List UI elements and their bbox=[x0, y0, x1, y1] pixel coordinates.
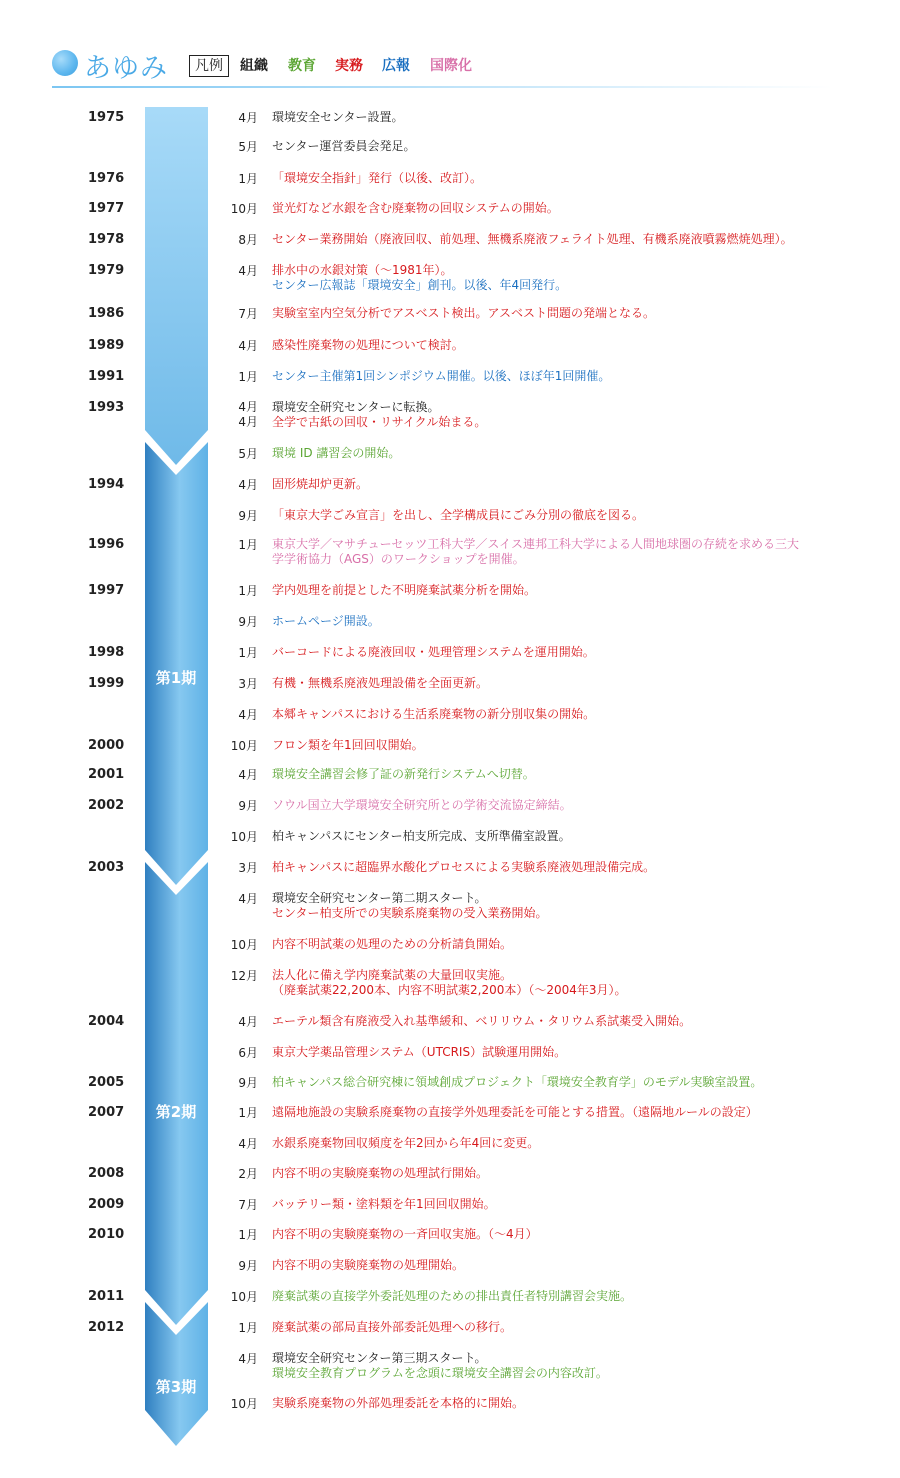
event-text bbox=[272, 767, 852, 782]
event-month: 9月 bbox=[238, 799, 258, 813]
event-text-line: 内容不明の実験廃棄物の処理開始。 bbox=[272, 1258, 465, 1272]
event-month: 7月 bbox=[238, 1198, 258, 1212]
event-text-line: 東京大学薬品管理システム（UTCRIS）試験運用開始。 bbox=[272, 1045, 567, 1059]
event-month: 4月 bbox=[238, 264, 258, 278]
event-text-line: 水銀系廃棄物回収頻度を年2回から年4回に変更。 bbox=[272, 1136, 540, 1150]
event-text-line: 蛍光灯など水銀を含む廃棄物の回収システムの開始。 bbox=[272, 201, 559, 215]
event-year: 2005 bbox=[88, 1075, 125, 1090]
period-label-2: 第2期 bbox=[155, 1103, 197, 1121]
event-year: 1975 bbox=[88, 110, 125, 125]
page-title: あゆみ bbox=[84, 53, 168, 84]
legend-label: 凡例 bbox=[189, 55, 229, 77]
event-text bbox=[272, 1136, 852, 1151]
event-text bbox=[272, 1351, 852, 1381]
event-text-line: センター運営委員会発足。 bbox=[272, 139, 416, 153]
event-text bbox=[272, 1075, 852, 1090]
event-text-line: センター広報誌「環境安全」創刊。以後、年4回発行。 bbox=[272, 278, 568, 292]
event-text bbox=[272, 1396, 852, 1411]
event-text-line: 廃棄試薬の部局直接外部委託処理への移行。 bbox=[272, 1320, 513, 1334]
event-year: 1996 bbox=[88, 537, 125, 552]
event-year: 1989 bbox=[88, 338, 125, 353]
event-month: 1月 bbox=[238, 646, 258, 660]
event-year: 1986 bbox=[88, 306, 125, 321]
event-month: 4月 bbox=[238, 1015, 258, 1029]
event-text bbox=[272, 1227, 852, 1242]
event-text bbox=[272, 937, 852, 952]
event-year: 1993 bbox=[88, 400, 125, 415]
event-year: 1979 bbox=[88, 263, 125, 278]
event-month: 9月 bbox=[238, 1076, 258, 1090]
event-text-line: 法人化に備え学内廃棄試薬の大量回収実施。 （廃棄試薬22,200本、内容不明試薬2,200本）（〜2004年3月）。 bbox=[272, 968, 627, 997]
event-text-line: ソウル国立大学環境安全研究所との学術交流協定締結。 bbox=[272, 798, 572, 812]
event-month: 9月 bbox=[238, 509, 258, 523]
event-text-line: 廃棄試薬の直接学外委託処理のための排出責任者特別講習会実施。 bbox=[272, 1289, 633, 1303]
event-text-line: 環境安全研究センターに転換。 bbox=[272, 400, 440, 414]
event-text bbox=[272, 645, 852, 660]
event-text bbox=[272, 369, 852, 384]
event-text bbox=[272, 1258, 852, 1273]
event-month: 1月 bbox=[238, 172, 258, 186]
event-text bbox=[272, 306, 852, 321]
event-text-line: 本郷キャンパスにおける生活系廃棄物の新分別収集の開始。 bbox=[272, 707, 596, 721]
event-text bbox=[272, 508, 852, 523]
event-text bbox=[272, 338, 852, 353]
event-text bbox=[272, 201, 852, 216]
event-text bbox=[272, 400, 852, 430]
event-text bbox=[272, 860, 852, 875]
event-year: 2002 bbox=[88, 798, 125, 813]
event-month: 1月 bbox=[238, 1228, 258, 1242]
event-year: 1998 bbox=[88, 645, 125, 660]
event-text bbox=[272, 232, 852, 247]
event-text-line: 排水中の水銀対策（〜1981年）。 bbox=[272, 263, 453, 277]
event-month: 10月 bbox=[230, 938, 258, 952]
event-month: 1月 bbox=[238, 538, 258, 552]
event-month: 4月 bbox=[238, 708, 258, 722]
event-month: 10月 bbox=[230, 1397, 258, 1411]
event-month: 10月 bbox=[230, 1290, 258, 1304]
event-year: 2001 bbox=[88, 767, 125, 782]
event-month: 5月 bbox=[238, 140, 258, 154]
event-text-line: 柏キャンパスに超臨界水酸化プロセスによる実験系廃液処理設備完成。 bbox=[272, 860, 656, 874]
legend-international: 国際化 bbox=[430, 58, 472, 74]
event-text bbox=[272, 1166, 852, 1181]
event-year: 2010 bbox=[88, 1227, 125, 1242]
event-text-line: 実験室室内空気分析でアスベスト検出。アスベスト問題の発端となる。 bbox=[272, 306, 656, 320]
event-text bbox=[272, 1014, 852, 1029]
event-text-line: バーコードによる廃液回収・処理管理システムを運用開始。 bbox=[272, 645, 595, 659]
event-month: 9月 bbox=[238, 1259, 258, 1273]
event-text-line: 環境安全研究センター第二期スタート。 bbox=[272, 891, 487, 905]
event-month: 4月 bbox=[238, 768, 258, 782]
event-text bbox=[272, 798, 852, 813]
event-text-line: センター主催第1回シンポジウム開催。以後、ほぼ年1回開催。 bbox=[272, 369, 611, 383]
event-text bbox=[272, 1289, 852, 1304]
event-year: 1976 bbox=[88, 171, 125, 186]
event-month: 4月 bbox=[238, 892, 258, 906]
event-text bbox=[272, 1197, 852, 1212]
event-text bbox=[272, 110, 852, 125]
event-text-line: エーテル類含有廃液受入れ基準緩和、ベリリウム・タリウム系試薬受入開始。 bbox=[272, 1014, 692, 1028]
event-year: 1999 bbox=[88, 676, 125, 691]
event-year: 2000 bbox=[88, 738, 125, 753]
event-month: 1月 bbox=[238, 584, 258, 598]
event-text bbox=[272, 583, 852, 598]
event-month: 6月 bbox=[238, 1046, 258, 1060]
event-text bbox=[272, 707, 852, 722]
event-text-line: 柏キャンパスにセンター柏支所完成、支所準備室設置。 bbox=[272, 829, 571, 843]
event-text-line: 環境安全研究センター第三期スタート。 bbox=[272, 1351, 487, 1365]
event-year: 1991 bbox=[88, 369, 125, 384]
event-text bbox=[272, 829, 852, 844]
legend-operations: 実務 bbox=[335, 58, 363, 74]
event-month: 10月 bbox=[230, 202, 258, 216]
period-label-3: 第3期 bbox=[155, 1378, 197, 1396]
event-month: 12月 bbox=[230, 969, 258, 983]
event-text-line: 環境安全センター設置。 bbox=[272, 110, 404, 124]
event-month: 4月 bbox=[238, 478, 258, 492]
event-text-line: 環境 ID 講習会の開始。 bbox=[272, 446, 401, 460]
event-month: 4月 4月 bbox=[238, 400, 258, 429]
event-year: 1997 bbox=[88, 583, 125, 598]
period-label-1: 第1期 bbox=[155, 669, 197, 687]
event-year: 2012 bbox=[88, 1320, 125, 1335]
event-month: 8月 bbox=[238, 233, 258, 247]
event-month: 3月 bbox=[238, 861, 258, 875]
event-month: 9月 bbox=[238, 615, 258, 629]
event-month: 4月 bbox=[238, 339, 258, 353]
event-text-line: 実験系廃棄物の外部処理委託を本格的に開始。 bbox=[272, 1396, 525, 1410]
event-text bbox=[272, 263, 852, 293]
event-year: 2009 bbox=[88, 1197, 125, 1212]
event-month: 1月 bbox=[238, 1106, 258, 1120]
event-text-line: センター業務開始（廃液回収、前処理、無機系廃液フェライト処理、有機系廃液噴霧燃焼処理）。 bbox=[272, 232, 793, 246]
event-month: 1月 bbox=[238, 370, 258, 384]
event-text-line: ホームページ開設。 bbox=[272, 614, 380, 628]
event-month: 4月 bbox=[238, 111, 258, 125]
event-month: 4月 bbox=[238, 1352, 258, 1366]
event-text-line: 環境安全教育プログラムを念頭に環境安全講習会の内容改訂。 bbox=[272, 1366, 608, 1380]
event-month: 4月 bbox=[238, 1137, 258, 1151]
event-text bbox=[272, 614, 852, 629]
event-year: 2011 bbox=[88, 1289, 125, 1304]
event-text-line: 学内処理を前提とした不明廃棄試薬分析を開始。 bbox=[272, 583, 537, 597]
event-text bbox=[272, 477, 852, 492]
event-month: 2月 bbox=[238, 1167, 258, 1181]
event-text-line: 感染性廃棄物の処理について検討。 bbox=[272, 338, 464, 352]
event-text bbox=[272, 139, 852, 154]
event-year: 1977 bbox=[88, 201, 125, 216]
event-year: 1994 bbox=[88, 477, 125, 492]
event-month: 5月 bbox=[238, 447, 258, 461]
event-text-line: 遠隔地施設の実験系廃棄物の直接学外処理委託を可能とする措置。（遠隔地ルールの設定） bbox=[272, 1105, 758, 1119]
event-text-line: バッテリー類・塗料類を年1回回収開始。 bbox=[272, 1197, 496, 1211]
event-text bbox=[272, 968, 852, 998]
event-text bbox=[272, 446, 852, 461]
event-text-line: フロン類を年1回回収開始。 bbox=[272, 738, 424, 752]
event-year: 2004 bbox=[88, 1014, 125, 1029]
event-year: 2008 bbox=[88, 1166, 125, 1181]
event-text-line: 環境安全講習会修了証の新発行システムへ切替。 bbox=[272, 767, 535, 781]
legend-pr: 広報 bbox=[382, 58, 410, 74]
event-text-line: 全学で古紙の回収・リサイクル始まる。 bbox=[272, 415, 487, 429]
event-text bbox=[272, 171, 852, 186]
event-text-line: センター柏支所での実験系廃棄物の受入業務開始。 bbox=[272, 906, 548, 920]
event-text-line: 「環境安全指針」発行（以後、改訂）。 bbox=[272, 171, 483, 185]
event-text bbox=[272, 1045, 852, 1060]
event-text bbox=[272, 1320, 852, 1335]
event-text bbox=[272, 1105, 852, 1120]
legend-education: 教育 bbox=[288, 58, 316, 74]
legend-org: 組織 bbox=[240, 58, 268, 74]
event-year: 1978 bbox=[88, 232, 125, 247]
event-text bbox=[272, 738, 852, 753]
event-month: 3月 bbox=[238, 677, 258, 691]
event-text-line: 固形焼却炉更新。 bbox=[272, 477, 369, 491]
event-month: 10月 bbox=[230, 830, 258, 844]
event-text-line: 内容不明の実験廃棄物の一斉回収実施。（〜4月） bbox=[272, 1227, 538, 1241]
event-year: 2007 bbox=[88, 1105, 125, 1120]
event-month: 7月 bbox=[238, 307, 258, 321]
event-text-line: 「東京大学ごみ宣言」を出し、全学構成員にごみ分別の徹底を図る。 bbox=[272, 508, 645, 522]
event-text-line: 柏キャンパス総合研究棟に領域創成プロジェクト「環境安全教育学」のモデル実験室設置。 bbox=[272, 1075, 763, 1089]
event-month: 10月 bbox=[230, 739, 258, 753]
event-month: 1月 bbox=[238, 1321, 258, 1335]
event-text bbox=[272, 676, 852, 691]
event-text bbox=[272, 537, 852, 567]
event-text-line: 内容不明の実験廃棄物の処理試行開始。 bbox=[272, 1166, 489, 1180]
event-text-line: 有機・無機系廃液処理設備を全面更新。 bbox=[272, 676, 489, 690]
event-text-line: 内容不明試薬の処理のための分析請負開始。 bbox=[272, 937, 513, 951]
event-year: 2003 bbox=[88, 860, 125, 875]
event-text-line: 東京大学／マサチューセッツ工科大学／スイス連邦工科大学による人間地球圏の存続を求める三大 学学術協力（AGS）のワークショップを開催。 bbox=[272, 537, 800, 566]
event-text bbox=[272, 891, 852, 921]
